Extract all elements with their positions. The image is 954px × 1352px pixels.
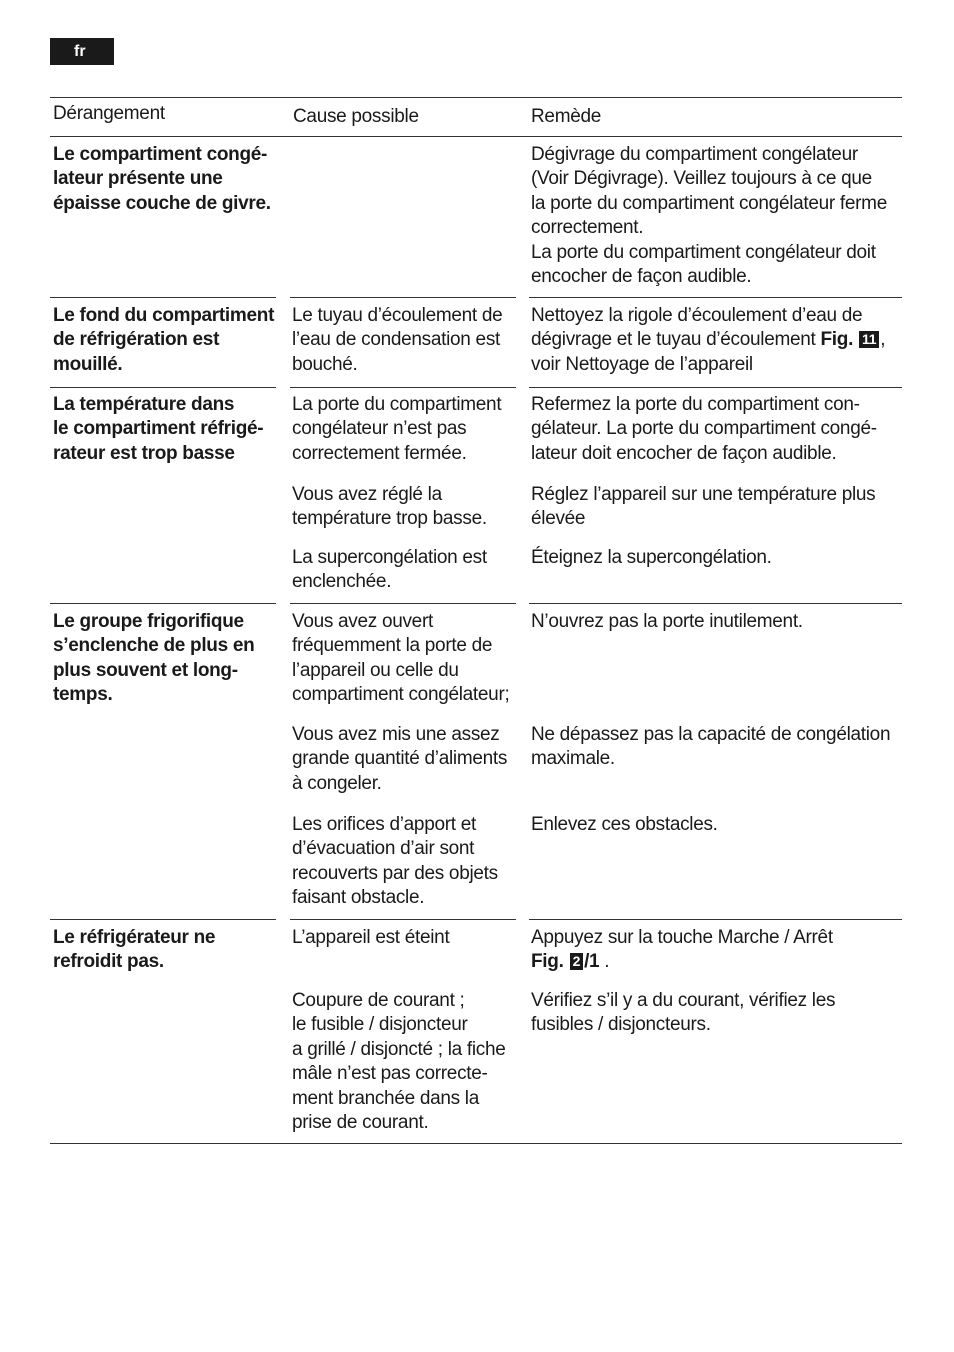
table-bottom-rule <box>50 1143 902 1144</box>
cause-cell: L’appareil est éteint <box>292 927 450 948</box>
header-rule <box>50 136 902 137</box>
remedy-cell: Refermez la porte du compartiment con- gélateur. La porte du compartiment congé- lateur doit encocher de façon audible. <box>531 394 877 464</box>
remedy-text: Appuyez sur la touche Marche / Arrêt <box>531 927 833 948</box>
remedy-cell: Dégivrage du compartiment congélateur (Voir Dégivrage). Veillez toujours à ce que la porte du compartiment congélateur ferme correctement. La porte du compartiment congélateur doit encocher de façon audible. <box>531 144 887 288</box>
row-rule <box>50 919 276 920</box>
row-rule <box>290 387 516 388</box>
remedy-cell: Ne dépassez pas la capacité de congélation maximale. <box>531 724 891 770</box>
header-fault: Dérangement <box>53 103 165 124</box>
fault-cell: Le fond du compartiment de réfrigération est mouillé. <box>53 305 275 375</box>
remedy-cell: Réglez l’appareil sur une température plus élevée <box>531 484 876 530</box>
row-rule <box>529 603 902 604</box>
cause-cell: La porte du compartiment congélateur n’est pas correctement fermée. <box>292 394 502 464</box>
figure-reference: Fig. <box>531 951 564 973</box>
remedy-cell <box>531 926 833 975</box>
row-rule <box>529 919 902 920</box>
remedy-text: , voir Nettoyage de l’appareil <box>531 329 886 375</box>
remedy-text: . <box>599 951 610 973</box>
row-rule <box>529 387 902 388</box>
table-top-rule <box>50 97 902 98</box>
fault-cell: Le compartiment congé- lateur présente une épaisse couche de givre. <box>53 144 271 214</box>
cause-cell: Les orifices d’apport et d’évacuation d’air sont recouverts par des objets faisant obstacle. <box>292 814 498 909</box>
figure-number-badge: 2 <box>570 953 584 970</box>
cause-cell: Vous avez réglé la température trop basse. <box>292 484 487 530</box>
remedy-cell: Vérifiez s’il y a du courant, vérifiez les fusibles / disjoncteurs. <box>531 990 836 1036</box>
cause-cell: Vous avez mis une assez grande quantité d’aliments à congeler. <box>292 724 508 794</box>
cause-cell: Le tuyau d’écoulement de l’eau de condensation est bouché. <box>292 305 503 375</box>
row-rule <box>529 297 902 298</box>
cause-cell: La supercongélation est enclenchée. <box>292 547 487 593</box>
row-rule <box>50 297 276 298</box>
remedy-cell: Éteignez la supercongélation. <box>531 547 772 568</box>
cause-cell: Coupure de courant ; le fusible / disjoncteur a grillé / disjoncté ; la fiche mâle n’est pas correcte- ment branchée dans la prise de courant. <box>292 990 506 1134</box>
remedy-cell: Enlevez ces obstacles. <box>531 814 718 835</box>
row-rule <box>290 919 516 920</box>
language-tab: fr <box>50 38 114 65</box>
header-cause: Cause possible <box>293 106 419 127</box>
figure-reference: Fig. <box>820 329 854 351</box>
figure-suffix: /1 <box>584 951 600 973</box>
figure-number-badge: 11 <box>859 331 879 348</box>
header-remedy: Remède <box>531 106 602 127</box>
row-rule <box>50 603 276 604</box>
fault-cell: Le réfrigérateur ne refroidit pas. <box>53 927 216 973</box>
fault-cell: La température dans le compartiment réfrigé- rateur est trop basse <box>53 394 264 464</box>
remedy-cell: N’ouvrez pas la porte inutilement. <box>531 611 803 632</box>
fault-cell: Le groupe frigorifique s’enclenche de plus en plus souvent et long- temps. <box>53 611 255 706</box>
cause-cell: Vous avez ouvert fréquemment la porte de l’appareil ou celle du compartiment congélateur; <box>292 611 510 706</box>
remedy-cell <box>531 304 885 377</box>
row-rule <box>290 603 516 604</box>
row-rule <box>50 387 276 388</box>
remedy-text: Nettoyez la rigole d’écoulement d’eau de dégivrage et le tuyau d’écoulement <box>531 305 863 351</box>
row-rule <box>290 297 516 298</box>
